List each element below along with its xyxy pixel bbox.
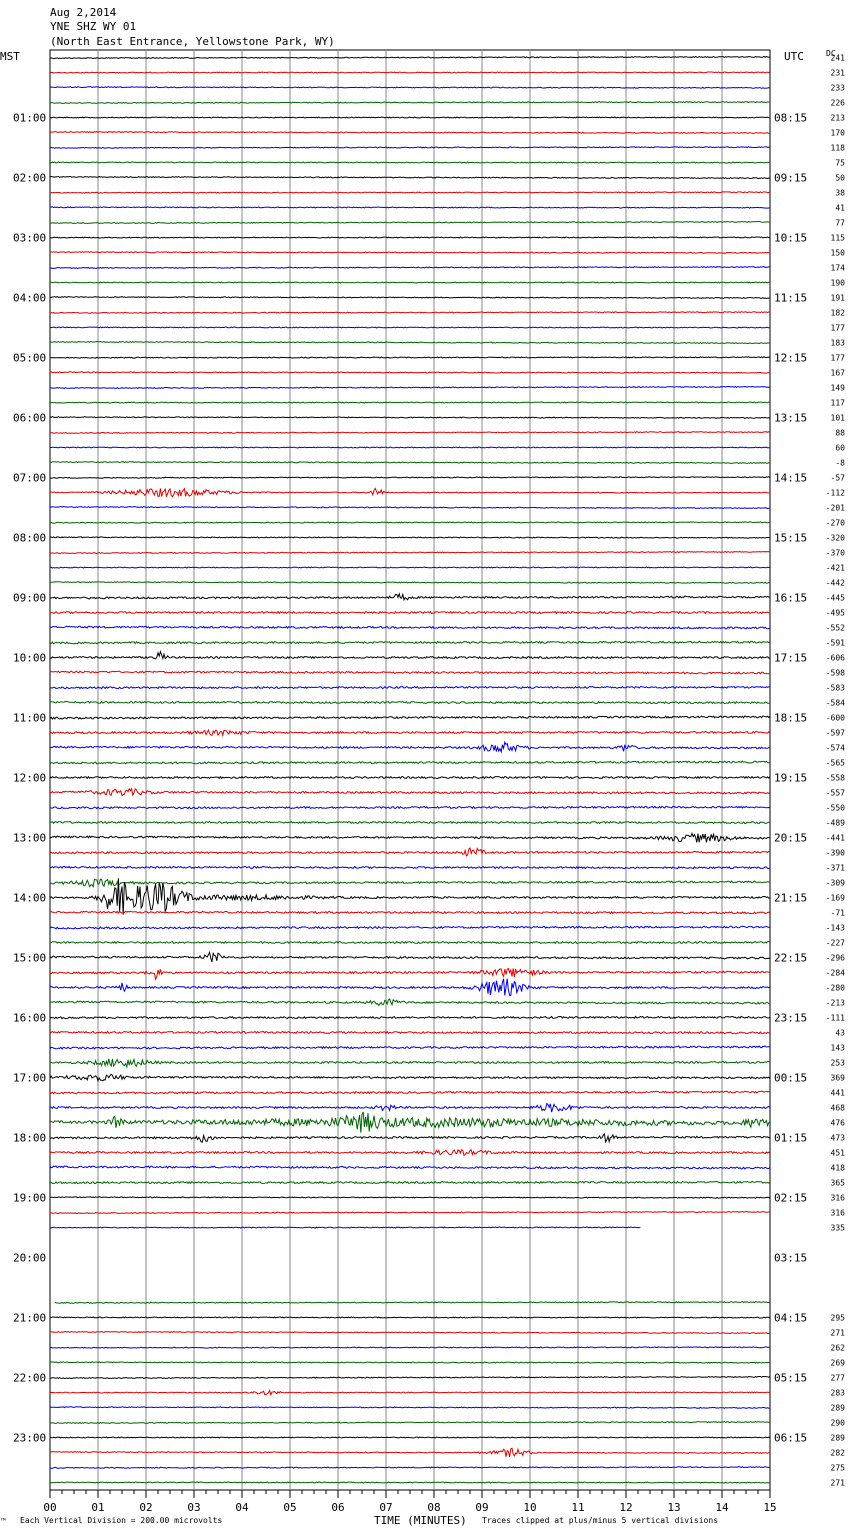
- mst-labels: [13, 112, 46, 1445]
- clip-note: Traces clipped at plus/minus 5 vertical divisions: [482, 1516, 719, 1525]
- trace-20: [50, 357, 770, 358]
- mst-label: 07:00: [13, 471, 47, 485]
- trace-50: [50, 806, 770, 808]
- trace-87: [50, 1362, 770, 1363]
- dc-label: 233: [830, 83, 845, 93]
- trace-59: [50, 942, 770, 944]
- trace-61: [50, 968, 770, 979]
- trace-68: [50, 1074, 770, 1081]
- utc-label: 16:15: [774, 591, 808, 605]
- dc-label: -574: [825, 743, 845, 753]
- utc-label: 18:15: [774, 711, 808, 725]
- trace-11: [50, 222, 770, 224]
- utc-label: 01:15: [774, 1131, 808, 1145]
- trace-89: [50, 1391, 770, 1395]
- x-tick-label: 08: [427, 1501, 441, 1514]
- dc-label: -280: [825, 983, 845, 993]
- dc-label: 271: [830, 1478, 845, 1488]
- dc-label: 213: [830, 113, 845, 123]
- dc-label: -598: [825, 668, 845, 678]
- dc-label: -495: [825, 608, 845, 618]
- trace-25: [50, 432, 770, 434]
- dc-label: -112: [825, 488, 845, 498]
- trace-95: [50, 1482, 770, 1483]
- trace-41: [50, 671, 770, 674]
- dc-label: -557: [825, 788, 845, 798]
- mst-label: 03:00: [13, 231, 47, 245]
- utc-label: 04:15: [774, 1311, 808, 1325]
- trace-30: [50, 507, 770, 509]
- dc-label: 177: [830, 353, 845, 363]
- dc-label: 182: [830, 308, 845, 318]
- trace-47: [50, 761, 770, 764]
- x-tick-label: 10: [523, 1501, 537, 1514]
- trace-40: [50, 652, 770, 659]
- mst-label: 10:00: [13, 651, 47, 665]
- trace-43: [50, 701, 770, 703]
- dc-label: 473: [830, 1133, 845, 1143]
- utc-label: 19:15: [774, 771, 808, 785]
- dc-label: -270: [825, 518, 845, 528]
- x-tick-label: 14: [715, 1501, 729, 1514]
- dc-label: 335: [830, 1223, 845, 1233]
- dc-label: -213: [825, 998, 845, 1008]
- trace-76: [50, 1197, 770, 1198]
- dc-label: 418: [830, 1163, 845, 1173]
- dc-label: 43: [835, 1028, 845, 1038]
- mst-label: 11:00: [13, 711, 47, 725]
- trace-0: [50, 56, 770, 58]
- footer-glyph: ™: [1, 1517, 6, 1526]
- mst-label: 17:00: [13, 1071, 47, 1085]
- trace-84: [50, 1317, 770, 1318]
- dc-label: -57: [830, 473, 845, 483]
- dc-label: 41: [835, 203, 845, 213]
- trace-29: [50, 488, 770, 496]
- trace-14: [50, 267, 770, 269]
- trace-3: [50, 102, 770, 104]
- dc-label: 231: [830, 68, 845, 78]
- trace-36: [50, 594, 770, 600]
- utc-label: 09:15: [774, 171, 808, 185]
- mst-label: 09:00: [13, 591, 47, 605]
- dc-label: 226: [830, 98, 845, 108]
- trace-88: [50, 1376, 770, 1378]
- trace-54: [50, 866, 770, 868]
- trace-6: [50, 147, 770, 149]
- dc-label: 177: [830, 323, 845, 333]
- dc-label: -169: [825, 893, 845, 903]
- trace-10: [50, 207, 770, 208]
- utc-label: 23:15: [774, 1011, 808, 1025]
- dc-label: -421: [825, 563, 845, 573]
- dc-label: -227: [825, 938, 845, 948]
- trace-7: [50, 162, 770, 163]
- trace-77: [50, 1212, 770, 1214]
- mst-label: 20:00: [13, 1251, 47, 1265]
- trace-92: [50, 1437, 770, 1438]
- dc-label: 290: [830, 1418, 845, 1428]
- dc-label: 167: [830, 368, 845, 378]
- header-station: YNE SHZ WY 01: [50, 20, 137, 33]
- mst-label: 13:00: [13, 831, 47, 845]
- utc-label: 14:15: [774, 471, 808, 485]
- trace-58: [50, 926, 770, 929]
- dc-label: 190: [830, 278, 845, 288]
- mst-label: 08:00: [13, 531, 47, 545]
- mst-label: 21:00: [13, 1311, 47, 1325]
- dc-label: 282: [830, 1448, 845, 1458]
- mst-label: 12:00: [13, 771, 47, 785]
- utc-label: 22:15: [774, 951, 808, 965]
- dc-label: 271: [830, 1328, 845, 1338]
- trace-67: [50, 1059, 770, 1067]
- x-tick-label: 02: [139, 1501, 153, 1514]
- trace-42: [50, 687, 770, 689]
- trace-85: [50, 1332, 770, 1334]
- header-location: (North East Entrance, Yellowstone Park, WY): [50, 35, 335, 48]
- trace-78: [50, 1227, 640, 1228]
- x-tick-label: 00: [43, 1501, 57, 1514]
- trace-56: [50, 878, 770, 914]
- x-tick-label: 07: [379, 1501, 393, 1514]
- trace-51: [50, 822, 770, 824]
- x-axis-title: TIME (MINUTES): [374, 1514, 467, 1527]
- trace-55: [50, 879, 770, 887]
- dc-label: 170: [830, 128, 845, 138]
- trace-27: [50, 462, 770, 464]
- x-tick-label: 03: [187, 1501, 201, 1514]
- utc-label: 00:15: [774, 1071, 808, 1085]
- x-tick-label: 15: [763, 1501, 777, 1514]
- utc-label: 08:15: [774, 111, 808, 125]
- x-tick-label: 04: [235, 1501, 249, 1514]
- trace-38: [50, 626, 770, 629]
- dc-label: -558: [825, 773, 845, 783]
- dc-labels: [826, 54, 845, 1488]
- dc-label: 277: [830, 1373, 845, 1383]
- trace-21: [50, 372, 770, 373]
- x-tick-label: 12: [619, 1501, 633, 1514]
- trace-24: [50, 417, 770, 419]
- trace-71: [50, 1112, 770, 1133]
- dc-label: -370: [825, 548, 845, 558]
- utc-label: 21:15: [774, 891, 808, 905]
- dc-label: -597: [825, 728, 845, 738]
- utc-label: 13:15: [774, 411, 808, 425]
- dc-label: -441: [825, 833, 845, 843]
- utc-label: 17:15: [774, 651, 808, 665]
- trace-70: [50, 1104, 770, 1113]
- dc-label: 275: [830, 1463, 845, 1473]
- dc-label: 365: [830, 1178, 845, 1188]
- dc-label: 262: [830, 1343, 845, 1353]
- grid: [98, 50, 722, 1490]
- dc-title: DC: [826, 49, 836, 58]
- trace-39: [50, 641, 770, 643]
- dc-label: -284: [825, 968, 845, 978]
- mst-label: 05:00: [13, 351, 47, 365]
- trace-64: [50, 1016, 770, 1018]
- trace-66: [50, 1046, 770, 1049]
- trace-26: [50, 447, 770, 448]
- dc-label: 143: [830, 1043, 845, 1053]
- trace-75: [50, 1181, 770, 1183]
- dc-label: -201: [825, 503, 845, 513]
- trace-57: [50, 911, 770, 913]
- trace-90: [50, 1407, 770, 1409]
- dc-label: -606: [825, 653, 845, 663]
- trace-52: [50, 833, 770, 842]
- dc-label: 101: [830, 413, 845, 423]
- trace-83: [55, 1302, 770, 1304]
- trace-32: [50, 537, 770, 538]
- trace-46: [50, 742, 770, 752]
- trace-15: [50, 282, 770, 283]
- trace-12: [50, 237, 770, 238]
- trace-9: [50, 192, 770, 193]
- trace-2: [50, 87, 770, 89]
- x-axis: [43, 1490, 776, 1514]
- dc-label: -550: [825, 803, 845, 813]
- trace-65: [50, 1031, 770, 1033]
- trace-19: [50, 341, 770, 343]
- trace-33: [50, 552, 770, 554]
- trace-91: [50, 1422, 770, 1424]
- mst-label: 15:00: [13, 951, 47, 965]
- dc-label: 77: [835, 218, 845, 228]
- dc-label: -445: [825, 593, 845, 603]
- dc-label: 316: [830, 1208, 845, 1218]
- utc-labels: [774, 112, 807, 1445]
- mst-label: 02:00: [13, 171, 47, 185]
- trace-23: [50, 402, 770, 403]
- x-tick-label: 13: [667, 1501, 681, 1514]
- trace-93: [50, 1448, 770, 1457]
- dc-label: -390: [825, 848, 845, 858]
- trace-31: [50, 522, 770, 523]
- dc-label: 441: [830, 1088, 845, 1098]
- trace-73: [50, 1150, 770, 1156]
- dc-label: -489: [825, 818, 845, 828]
- trace-60: [50, 952, 770, 961]
- right-axis-title: UTC: [784, 50, 804, 63]
- trace-62: [50, 979, 770, 996]
- trace-28: [50, 477, 770, 479]
- utc-label: 05:15: [774, 1371, 808, 1385]
- header-date: Aug 2,2014: [50, 6, 117, 19]
- trace-37: [50, 612, 770, 614]
- mst-label: 06:00: [13, 411, 47, 425]
- mst-label: 04:00: [13, 291, 47, 305]
- dc-label: 283: [830, 1388, 845, 1398]
- trace-49: [50, 789, 770, 796]
- dc-label: 88: [835, 428, 845, 438]
- dc-label: 253: [830, 1058, 845, 1068]
- trace-13: [50, 252, 770, 254]
- trace-18: [50, 327, 770, 328]
- utc-label: 03:15: [774, 1251, 808, 1265]
- trace-16: [50, 297, 770, 299]
- dc-label: 38: [835, 188, 845, 198]
- trace-1: [50, 72, 770, 73]
- trace-63: [50, 999, 770, 1006]
- trace-44: [50, 716, 770, 719]
- dc-label: 118: [830, 143, 845, 153]
- dc-label: -143: [825, 923, 845, 933]
- dc-label: 117: [830, 398, 845, 408]
- trace-4: [50, 117, 770, 118]
- dc-label: -442: [825, 578, 845, 588]
- mst-label: 01:00: [13, 111, 47, 125]
- trace-17: [50, 312, 770, 314]
- mst-label: 22:00: [13, 1371, 47, 1385]
- trace-45: [50, 730, 770, 735]
- x-tick-label: 11: [571, 1501, 585, 1514]
- dc-label: 269: [830, 1358, 845, 1368]
- dc-label: -591: [825, 638, 845, 648]
- trace-74: [50, 1166, 770, 1169]
- dc-label: -552: [825, 623, 845, 633]
- dc-label: 150: [830, 248, 845, 258]
- dc-label: 476: [830, 1118, 845, 1128]
- dc-label: 468: [830, 1103, 845, 1113]
- x-tick-label: 01: [91, 1501, 105, 1514]
- dc-label: 191: [830, 293, 845, 303]
- x-tick-label: 05: [283, 1501, 297, 1514]
- utc-label: 15:15: [774, 531, 808, 545]
- dc-label: -309: [825, 878, 845, 888]
- dc-label: 174: [830, 263, 845, 273]
- dc-label: 451: [830, 1148, 845, 1158]
- utc-label: 10:15: [774, 231, 808, 245]
- trace-69: [50, 1091, 770, 1094]
- dc-label: 295: [830, 1313, 845, 1323]
- scale-note: Each Vertical Division = 200.00 microvolts: [20, 1516, 223, 1525]
- dc-label: -71: [830, 908, 845, 918]
- trace-34: [50, 567, 770, 568]
- trace-48: [50, 777, 770, 779]
- dc-label: -584: [825, 698, 845, 708]
- dc-label: 369: [830, 1073, 845, 1083]
- mst-label: 19:00: [13, 1191, 47, 1205]
- dc-label: 149: [830, 383, 845, 393]
- dc-label: 289: [830, 1433, 845, 1443]
- dc-label: 241: [830, 53, 845, 63]
- x-tick-label: 09: [475, 1501, 489, 1514]
- dc-label: -296: [825, 953, 845, 963]
- mst-label: 23:00: [13, 1431, 47, 1445]
- trace-86: [50, 1347, 770, 1348]
- dc-label: -565: [825, 758, 845, 768]
- utc-label: 11:15: [774, 291, 808, 305]
- trace-72: [50, 1134, 770, 1142]
- dc-label: -8: [835, 458, 845, 468]
- dc-label: 60: [835, 443, 845, 453]
- dc-label: -600: [825, 713, 845, 723]
- dc-label: -371: [825, 863, 845, 873]
- dc-label: 316: [830, 1193, 845, 1203]
- trace-5: [50, 132, 770, 134]
- x-tick-label: 06: [331, 1501, 345, 1514]
- utc-label: 12:15: [774, 351, 808, 365]
- mst-label: 14:00: [13, 891, 47, 905]
- dc-label: 183: [830, 338, 845, 348]
- traces: [50, 56, 770, 1483]
- dc-label: -320: [825, 533, 845, 543]
- mst-label: 18:00: [13, 1131, 47, 1145]
- trace-53: [50, 848, 770, 856]
- utc-label: 02:15: [774, 1191, 808, 1205]
- utc-label: 06:15: [774, 1431, 808, 1445]
- trace-22: [50, 387, 770, 389]
- plot-frame: [50, 50, 770, 1490]
- dc-label: -583: [825, 683, 845, 693]
- trace-8: [50, 177, 770, 179]
- dc-label: 75: [835, 158, 845, 168]
- dc-label: -111: [825, 1013, 845, 1023]
- dc-label: 50: [835, 173, 845, 183]
- dc-label: 115: [830, 233, 845, 243]
- utc-label: 20:15: [774, 831, 808, 845]
- trace-35: [50, 582, 770, 584]
- trace-94: [50, 1467, 770, 1469]
- dc-label: 289: [830, 1403, 845, 1413]
- left-axis-title: MST: [0, 50, 20, 63]
- mst-label: 16:00: [13, 1011, 47, 1025]
